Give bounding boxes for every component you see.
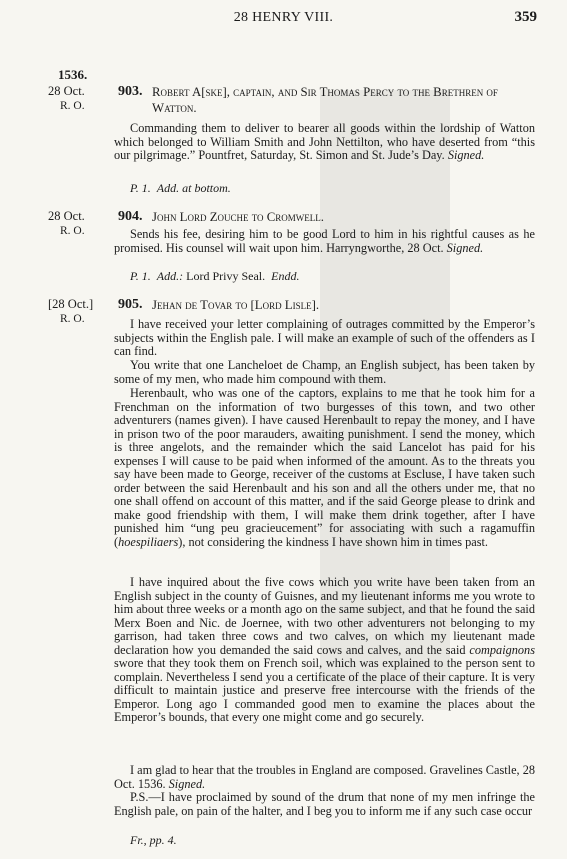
meta-pages: P. 1. <box>130 269 151 283</box>
date-text: 28 Oct. <box>48 209 85 223</box>
paragraph-text: Herenbault, who was one of the captors, explains to me that he took him for a Frenchman on the information of two burgesses of this town, and two other adventurers (names given). I have caused Herenbault to repay the money, and I have in prison two of the poor marauders, awaiting punishment. I send the money, which is three angelots, and the remainder which the said Lancelot has paid for his expenses I will cause to be paid when informed of the amount. As to the threats you say have been made to George, receiver of the customs at Escluse, I have taken such order between the said Herenbault and his son and all the others under me, that no one shall offend on account of this matter, and if the said George please to drink and make good friendship with them, I will make them drink together, after I have punished him “ung peu gracieucement” for associating with such a ragamuffin ( <box>114 386 535 550</box>
date-text: [28 Oct.] <box>48 297 94 311</box>
date-text: 28 Oct. <box>48 84 85 98</box>
entry-heading: Robert A[ske], captain, and Sir Thomas Percy to the Brethren of Watton. <box>152 85 498 115</box>
entry-meta <box>130 181 231 196</box>
source-text: R. O. <box>60 313 85 325</box>
entry-number: 904. <box>118 209 143 224</box>
letter-paragraph <box>114 387 535 550</box>
postscript: P.S.—I have proclaimed by sound of the drum that none of my men infringe the English pale, on pain of the halter, and I beg you to inform me if any such case occur <box>114 790 535 818</box>
entry-heading: Jehan de Tovar to [Lord Lisle]. <box>152 298 320 312</box>
paragraph-text: ), not considering the kindness I have shown him in times past. <box>178 535 489 550</box>
meta-address: Add. at bottom. <box>156 181 231 195</box>
entry-date <box>48 209 118 239</box>
meta-address: Add.: <box>156 269 184 283</box>
paragraph-italic: compaignons <box>469 642 535 657</box>
entry-body <box>114 228 535 255</box>
year-label: 1536. <box>58 67 88 82</box>
signed-text: Signed. <box>447 148 485 163</box>
entry-date <box>48 297 118 327</box>
running-title: 28 HENRY VIII. <box>233 10 334 25</box>
body-text: Sends his fee, desiring him to be good Lord to him in his rightful causes as he promised. His counsel will wait upon him. Harryngworthe, 28 Oct. <box>114 227 535 255</box>
entry-body <box>114 122 535 163</box>
source-text: R. O. <box>60 100 85 112</box>
letter-paragraph: I have received your letter complaining of outrages committed by the Emperor’s subjects within the English pale. I will make an example of such of the offenders as I can find. <box>114 317 535 359</box>
letter-paragraph <box>114 576 535 725</box>
paragraph-italic: hoespiliaers <box>118 535 179 550</box>
entry-date <box>48 84 118 114</box>
paragraph-text: I have inquired about the five cows which you write have been taken from an English subject in the county of Guisnes, and my lieutenant informs me you wrote to him about three weeks or a month ago on the same subject, and that he found the said Merx Boen and Nic. de Joernee, with two other adventurers not belonging to my garrison, had taken three cows and two calves, on which my lieutenant made declaration how you demanded the said cows and calves, and the said <box>114 575 535 657</box>
entry-heading: John Lord Zouche to Cromwell. <box>152 210 324 224</box>
meta-address-value: Lord Privy Seal. <box>186 269 266 283</box>
signed-text: Signed. <box>446 240 484 255</box>
source-text: R. O. <box>60 225 85 237</box>
meta-pages: Fr., pp. 4. <box>130 833 177 847</box>
meta-pages: P. 1. <box>130 181 151 195</box>
entry-meta <box>130 833 177 848</box>
letter-paragraph <box>114 764 535 791</box>
entry-meta <box>130 269 299 284</box>
letter-paragraph: You write that one Lancheloet de Champ, an English subject, has been taken by some of my men, who made him compound with them. <box>114 358 535 386</box>
paragraph-text: swore that they took them on French soil, which was explained to the person sent to complain. Nevertheless I send you a certificate of the place of their capture. It is very difficult to maintain justice and preserve free intercourse with the friends of the Emperor. Long ago I commanded good men to examine the places about the Emperor’s bounds, that every one might come and go securely. <box>114 656 535 725</box>
entry-number: 903. <box>118 84 143 99</box>
page-number: 359 <box>514 9 537 25</box>
signed-text: Signed. <box>168 776 206 791</box>
paragraph-text: I am glad to hear that the troubles in England are composed. Gravelines Castle, 28 Oct. 1536. <box>114 763 535 791</box>
body-text: Commanding them to deliver to bearer all goods within the lordship of Watton which belonged to William Smith and John Nettilton, who have deserted from “this our pilgrimage.” Pountfret, Saturday, St. Simon and St. Jude’s Day. <box>114 121 535 163</box>
entry-number: 905. <box>118 297 143 312</box>
meta-endorsed: Endd. <box>271 269 300 283</box>
